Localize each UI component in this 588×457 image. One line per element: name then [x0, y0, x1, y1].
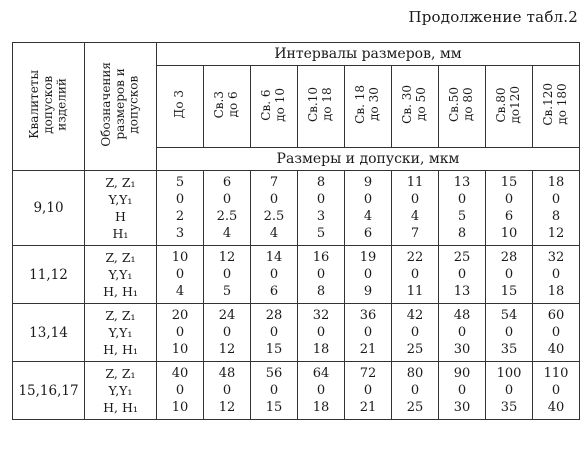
header-intervals: Интервалы размеров, мм [157, 43, 580, 66]
designation-label: H [115, 209, 126, 224]
value: 12 [218, 342, 236, 357]
range-header-label: Св.10 до 18 [306, 86, 334, 123]
value: 35 [500, 400, 518, 415]
value: 11 [406, 175, 424, 190]
value: 16 [312, 250, 330, 265]
designation-cell [85, 246, 157, 304]
value: 0 [551, 325, 561, 340]
value: 100 [496, 366, 522, 381]
value: 0 [269, 325, 279, 340]
value: 19 [359, 250, 377, 265]
value: 0 [222, 325, 232, 340]
value: 18 [312, 342, 330, 357]
value: 0 [457, 325, 467, 340]
range-header-label: Св.80 до120 [494, 85, 522, 124]
value: 40 [547, 400, 565, 415]
value-cell [204, 362, 251, 420]
value: 6 [504, 209, 514, 224]
value: 0 [363, 192, 373, 207]
value: 60 [547, 308, 565, 323]
quality-cell: 9,10 [13, 171, 85, 246]
value-cell [439, 304, 486, 362]
value-cell [439, 362, 486, 420]
value: 0 [316, 267, 326, 282]
value-cell [251, 362, 298, 420]
value: 9 [363, 284, 373, 299]
value: 7 [410, 226, 420, 241]
value: 18 [547, 284, 565, 299]
value: 0 [363, 267, 373, 282]
table-row [13, 171, 580, 246]
value-cell [392, 171, 439, 246]
value: 40 [171, 366, 189, 381]
value: 2.5 [263, 209, 285, 224]
value: 28 [265, 308, 283, 323]
designation-cell [85, 171, 157, 246]
value: 24 [218, 308, 236, 323]
value-cell [298, 171, 345, 246]
value: 0 [175, 192, 185, 207]
range-header-label: Св. 6 до 10 [259, 87, 287, 122]
value: 12 [218, 250, 236, 265]
value: 42 [406, 308, 424, 323]
value-cell [157, 304, 204, 362]
designation-label: Z, Z₁ [105, 366, 136, 381]
table-body [13, 171, 580, 420]
value: 0 [269, 383, 279, 398]
value: 0 [316, 192, 326, 207]
value-cell [345, 246, 392, 304]
value: 20 [171, 308, 189, 323]
value: 10 [171, 400, 189, 415]
value: 30 [453, 400, 471, 415]
value: 8 [551, 209, 561, 224]
value: 35 [500, 342, 518, 357]
value-cell [204, 304, 251, 362]
value: 64 [312, 366, 330, 381]
value-cell [439, 171, 486, 246]
value-cell [486, 171, 533, 246]
value-cell [392, 304, 439, 362]
value: 40 [547, 342, 565, 357]
value: 0 [175, 267, 185, 282]
range-header-label: Св.3 до 6 [212, 90, 240, 119]
value: 18 [547, 175, 565, 190]
quality-cell: 13,14 [13, 304, 85, 362]
value: 0 [551, 192, 561, 207]
value: 56 [265, 366, 283, 381]
designation-label: Y,Y₁ [108, 267, 133, 282]
table-row [13, 362, 580, 420]
value-cell [298, 304, 345, 362]
value: 15 [265, 342, 283, 357]
value: 9 [363, 175, 373, 190]
value: 2.5 [216, 209, 238, 224]
tolerance-table [12, 42, 580, 420]
value-cell [533, 362, 580, 420]
value: 4 [269, 226, 279, 241]
value: 3 [316, 209, 326, 224]
range-header-label: До 3 [172, 90, 187, 119]
value: 12 [218, 400, 236, 415]
value: 0 [316, 383, 326, 398]
value: 0 [222, 192, 232, 207]
value: 0 [504, 192, 514, 207]
value: 25 [406, 342, 424, 357]
value: 6 [363, 226, 373, 241]
value: 0 [504, 325, 514, 340]
table-caption: Продолжение табл.2 [408, 8, 578, 26]
header-sizes-tolerances: Размеры и допуски, мкм [157, 148, 580, 171]
designation-label: Z, Z₁ [105, 175, 136, 190]
designation-label: H, H₁ [103, 342, 138, 357]
value: 0 [551, 383, 561, 398]
value-cell [533, 246, 580, 304]
value: 0 [410, 325, 420, 340]
value: 10 [500, 226, 518, 241]
value: 10 [171, 342, 189, 357]
value-cell [157, 246, 204, 304]
value: 5 [316, 226, 326, 241]
value: 0 [410, 267, 420, 282]
value: 4 [222, 226, 232, 241]
value: 8 [316, 175, 326, 190]
value: 5 [175, 175, 185, 190]
value: 8 [316, 284, 326, 299]
range-header-cell [345, 66, 392, 148]
value: 28 [500, 250, 518, 265]
value-cell [392, 362, 439, 420]
value: 72 [359, 366, 377, 381]
value: 3 [175, 226, 185, 241]
value: 6 [269, 284, 279, 299]
range-header-cell [204, 66, 251, 148]
range-header-label: Св. 18 до 30 [353, 85, 381, 124]
designation-label: H₁ [112, 226, 129, 241]
value: 0 [222, 267, 232, 282]
value-cell [204, 246, 251, 304]
value: 13 [453, 284, 471, 299]
value: 0 [316, 325, 326, 340]
designation-label: H, H₁ [103, 400, 138, 415]
value-cell [533, 304, 580, 362]
range-header-cell [392, 66, 439, 148]
value: 32 [547, 250, 565, 265]
range-header-label: Св. 30 до 50 [400, 85, 428, 124]
designation-label: Y,Y₁ [108, 383, 133, 398]
value: 0 [457, 383, 467, 398]
range-header-cell [533, 66, 580, 148]
value-cell [486, 304, 533, 362]
value: 0 [457, 192, 467, 207]
designation-cell [85, 304, 157, 362]
value-cell [157, 171, 204, 246]
value: 15 [500, 175, 518, 190]
value: 25 [406, 400, 424, 415]
value: 5 [222, 284, 232, 299]
value-cell [345, 304, 392, 362]
header-qualities: Квалитеты допусков изделий [13, 43, 85, 171]
value: 18 [312, 400, 330, 415]
value-cell [345, 171, 392, 246]
range-header-cell [251, 66, 298, 148]
value: 48 [218, 366, 236, 381]
value: 0 [269, 192, 279, 207]
value-cell [486, 362, 533, 420]
value: 6 [222, 175, 232, 190]
table-row [13, 246, 580, 304]
value: 0 [504, 267, 514, 282]
value-cell [298, 246, 345, 304]
designation-cell [85, 362, 157, 420]
value-cell [204, 171, 251, 246]
value: 25 [453, 250, 471, 265]
range-header-label: Св.120 до 180 [541, 83, 569, 126]
value: 2 [175, 209, 185, 224]
quality-cell: 15,16,17 [13, 362, 85, 420]
value: 90 [453, 366, 471, 381]
range-header-cell [298, 66, 345, 148]
value: 8 [457, 226, 467, 241]
value: 11 [406, 284, 424, 299]
designation-label: Z, Z₁ [105, 250, 136, 265]
designation-label: Y,Y₁ [108, 192, 133, 207]
value: 36 [359, 308, 377, 323]
range-header-cell [157, 66, 204, 148]
range-header-cell [439, 66, 486, 148]
value: 4 [363, 209, 373, 224]
value: 30 [453, 342, 471, 357]
value: 10 [171, 250, 189, 265]
value: 0 [410, 192, 420, 207]
value: 5 [457, 209, 467, 224]
value: 54 [500, 308, 518, 323]
value: 14 [265, 250, 283, 265]
value: 21 [359, 400, 377, 415]
value: 21 [359, 342, 377, 357]
value: 0 [175, 325, 185, 340]
value-cell [157, 362, 204, 420]
value: 7 [269, 175, 279, 190]
value-cell [298, 362, 345, 420]
value: 15 [265, 400, 283, 415]
value-cell [251, 304, 298, 362]
value: 0 [504, 383, 514, 398]
value: 0 [222, 383, 232, 398]
designation-label: Y,Y₁ [108, 325, 133, 340]
designation-label: H, H₁ [103, 284, 138, 299]
value-cell [439, 246, 486, 304]
value: 12 [547, 226, 565, 241]
range-header-label: Св.50 до 80 [447, 86, 475, 123]
value-cell [251, 246, 298, 304]
value: 0 [551, 267, 561, 282]
value: 80 [406, 366, 424, 381]
value: 0 [457, 267, 467, 282]
value: 110 [543, 366, 569, 381]
quality-cell: 11,12 [13, 246, 85, 304]
value: 0 [363, 325, 373, 340]
value: 0 [363, 383, 373, 398]
value-cell [251, 171, 298, 246]
value: 4 [410, 209, 420, 224]
range-header-cell [486, 66, 533, 148]
value: 15 [500, 284, 518, 299]
table-row [13, 304, 580, 362]
value: 22 [406, 250, 424, 265]
value: 0 [269, 267, 279, 282]
value: 13 [453, 175, 471, 190]
value: 0 [410, 383, 420, 398]
header-designations: Обозначения размеров и допусков [85, 43, 157, 171]
value-cell [533, 171, 580, 246]
value: 0 [175, 383, 185, 398]
value: 48 [453, 308, 471, 323]
designation-label: Z, Z₁ [105, 308, 136, 323]
value-cell [345, 362, 392, 420]
value-cell [486, 246, 533, 304]
value: 32 [312, 308, 330, 323]
value: 4 [175, 284, 185, 299]
value-cell [392, 246, 439, 304]
